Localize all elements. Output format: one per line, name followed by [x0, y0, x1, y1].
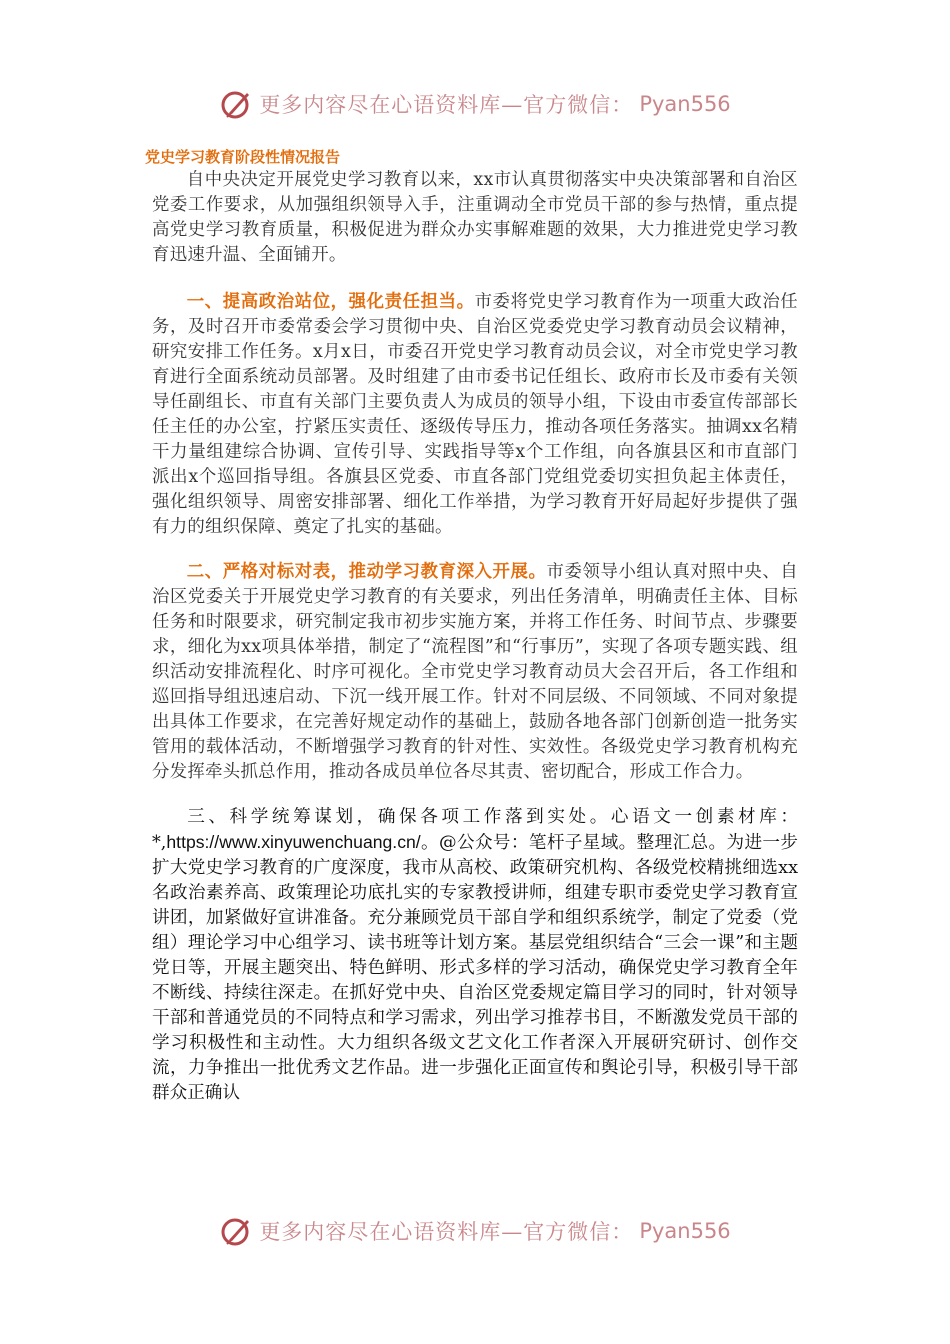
- section-3-paragraph: [152, 805, 798, 1106]
- section-2-heading: 二、严格对标对表，推动学习教育深入开展。: [186, 562, 547, 582]
- banner-wechat-id: Pyan556: [639, 1219, 731, 1243]
- section-3-lead: 三、科学统筹谋划，确保各项工作落到实处。心语文一创素材库：*,: [152, 807, 798, 853]
- document-body: [152, 168, 798, 1106]
- section-1-body: 市委将党史学习教育作为一项重大政治任务，及时召开市委常委会学习贯彻中央、自治区党委党史学习教育动员会议精神，研究安排工作任务。x月x日，市委召开党史学习教育动员会议，对全市党史学习教育进行全面系统动员部署。及时组建了由市委书记任组长、政府市长及市委有关领导任副组长、市直有关部门主要负责人为成员的领导小组，下设由市委宣传部部长任主任的办公室，拧紧压实责任、逐级传导压力，推动各项任务落实。抽调xx名精干力量组建综合协调、宣传引导、实践指导等x个工作组，向各旗县区和市直部门派出x个巡回指导组。各旗县区党委、市直各部门党组党委切实担负起主体责任，强化组织领导、周密安排部署、细化工作举措，为学习教育开好局起好步提供了强有力的组织保障、奠定了扎实的基础。: [152, 292, 798, 537]
- source-url-link[interactable]: https://www.xinyuwenchuang.cn/: [166, 832, 421, 852]
- section-1-heading: 一、提高政治站位，强化责任担当。: [186, 292, 475, 312]
- section-2-body: 市委领导小组认真对照中央、自治区党委关于开展党史学习教育的有关要求，列出任务清单，明确责任主体、目标任务和时限要求，研究制定我市初步实施方案，并将工作任务、时间节点、步骤要求，细化为xx项具体举措，制定了“流程图”和“行事历”，实现了各项专题实践、组织活动安排流程化、时序可视化。全市党史学习教育动员大会召开后，各工作组和巡回指导组迅速启动、下沉一线开展工作。针对不同层级、不同领域、不同对象提出具体工作要求，在完善好规定动作的基础上，鼓励各地各部门创新创造一批务实管用的载体活动，不断增强学习教育的针对性、实效性。各级党史学习教育机构充分发挥牵头抓总作用，推动各成员单位各尽其责、密切配合，形成工作合力。: [152, 562, 798, 782]
- quill-logo-icon: [219, 87, 253, 121]
- intro-paragraph: 自中央决定开展党史学习教育以来，xx市认真贯彻落实中央决策部署和自治区党委工作要求，从加强组织领导入手，注重调动全市党员干部的参与热情，重点提高党史学习教育质量，积极促进为群众办实事解难题的效果，大力推进党史学习教育迅速升温、全面铺开。: [152, 170, 798, 265]
- section-3-body: 。@公众号：笔杆子星域。整理汇总。为进一步扩大党史学习教育的广度深度，我市从高校、政策研究机构、各级党校精挑细选xx名政治素养高、政策理论功底扎实的专家教授讲师，组建专职市委党史学习教育宣讲团，加紧做好宣讲准备。充分兼顾党员干部自学和组织系统学，制定了党委（党组）理论学习中心组学习、读书班等计划方案。基层党组织结合“三会一课”和主题党日等，开展主题突出、特色鲜明、形式多样的学习活动，确保党史学习教育全年不断线、持续往深走。在抓好党中央、自治区党委规定篇目学习的同时，针对领导干部和普通党员的不同特点和学习需求，列出学习推荐书目，不断激发党员干部的学习积极性和主动性。大力组织各级文艺文化工作者深入开展研究研讨、创作交流，力争推出一批优秀文艺作品。进一步强化正面宣传和舆论引导，积极引导干部群众正确认: [152, 833, 798, 1103]
- header-banner: [0, 84, 950, 124]
- section-1-paragraph: [152, 290, 798, 540]
- section-2-paragraph: [152, 560, 798, 785]
- quill-logo-icon: [219, 1214, 253, 1248]
- banner-text: 更多内容尽在心语资料库—官方微信：: [259, 93, 634, 117]
- footer-banner: [0, 1211, 950, 1251]
- banner-wechat-id: Pyan556: [639, 92, 731, 116]
- banner-text: 更多内容尽在心语资料库—官方微信：: [259, 1220, 634, 1244]
- document-title: 党史学习教育阶段性情况报告: [145, 148, 341, 166]
